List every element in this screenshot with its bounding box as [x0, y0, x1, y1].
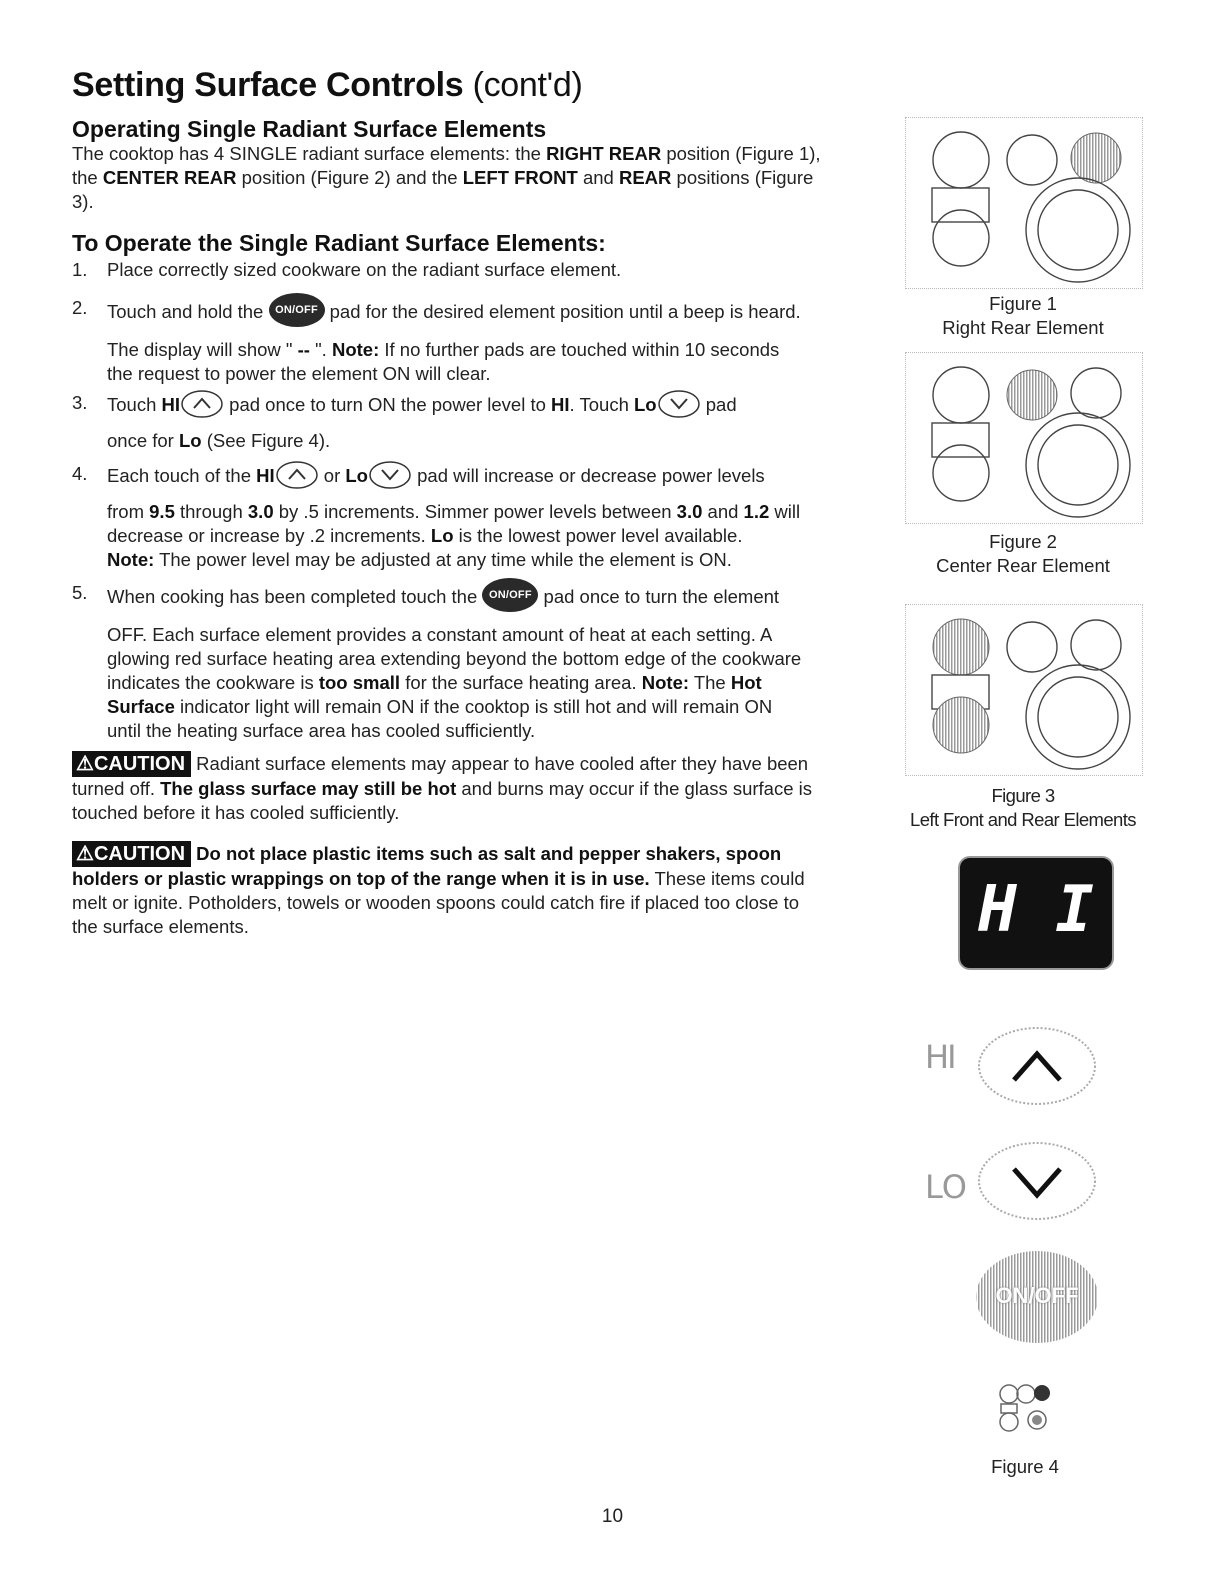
display-readout: H I	[978, 873, 1094, 947]
display-panel	[958, 856, 1114, 970]
caution-2-block: ⚠CAUTION Do not place plastic items such as salt and pepper shakers, spoon holders or plastic wrappings on top of the range when it is in use. These items could melt or ignite. Potholders, towels or wooden spoons could catch fire if placed too close to the surface elements.	[72, 843, 805, 937]
lo-down-pad-icon	[657, 389, 701, 419]
hi-up-pad-icon	[275, 460, 319, 490]
caution-badge: ⚠CAUTION	[72, 841, 191, 867]
cooktop-diagram	[906, 353, 1142, 523]
page-number: 10	[601, 1506, 624, 1527]
step-number-1: 1.	[72, 259, 88, 280]
onoff-button[interactable]	[975, 1250, 1099, 1344]
figure-2-caption: Figure 2 Center Rear Element	[936, 531, 1110, 576]
warning-triangle-icon: ⚠	[76, 843, 94, 865]
figure-2-cooktop-diagram	[905, 352, 1143, 524]
step-3-text: Touch HI pad once to turn ON the power level to HI. Touch Lo pad once for Lo (See Figure 4).	[107, 391, 887, 453]
warning-triangle-icon: ⚠	[76, 753, 94, 775]
figure-4-caption: Figure 4	[991, 1456, 1059, 1477]
figure-3-cooktop-diagram	[905, 604, 1143, 776]
onoff-pad-icon: ON/OFF	[269, 293, 325, 327]
cooktop-diagram	[906, 118, 1142, 288]
figure-1-cooktop-diagram	[905, 117, 1143, 289]
step-number-4: 4.	[72, 463, 88, 484]
step-number-3: 3.	[72, 392, 88, 413]
step-1-text: Place correctly sized cookware on the radiant surface element.	[107, 259, 622, 280]
hi-up-button-icon[interactable]	[972, 1020, 1102, 1112]
step-4-text: Each touch of the HI or Lo pad will increase or decrease power levels from 9.5 through 3.0 by .5 increments. Simmer power levels between 3.0 and 1.2 will decrease or increase by .2 increments. Lo is the lowest power level available. Note: The power level may be adjusted at any time while the element is ON.	[107, 462, 887, 572]
figure-3-caption: Figure 3 Left Front and Rear Elements	[910, 785, 1136, 830]
step-number-5: 5.	[72, 582, 88, 603]
step-number-2: 2.	[72, 297, 88, 318]
lo-down-button-icon[interactable]	[972, 1135, 1102, 1227]
onoff-button-label: ON/OFF	[995, 1283, 1079, 1308]
page-title: Setting Surface Controls (cont'd)	[72, 66, 583, 104]
caution-badge: ⚠CAUTION	[72, 751, 191, 777]
figure-1-caption: Figure 1 Right Rear Element	[942, 293, 1104, 338]
section-heading-to-operate: To Operate the Single Radiant Surface Elements:	[72, 230, 606, 256]
section-heading-operating: Operating Single Radiant Surface Elements	[72, 116, 547, 142]
onoff-pad-icon: ON/OFF	[482, 578, 538, 612]
lo-down-pad-icon	[368, 460, 412, 490]
hot-surface-indicator-icon	[996, 1382, 1056, 1438]
hi-label: HI	[925, 1038, 955, 1076]
section1-paragraph: The cooktop has 4 SINGLE radiant surface elements: the RIGHT REAR position (Figure 1), the CENTER REAR position (Figure 2) and the LEFT FRONT and REAR positions (Figure 3).	[72, 143, 821, 212]
cooktop-diagram	[906, 605, 1142, 775]
hi-up-pad-icon	[180, 389, 224, 419]
caution-1-block: ⚠CAUTION Radiant surface elements may appear to have cooled after they have been turned off. The glass surface may still be hot and burns may occur if the glass surface is touched before it has cooled sufficiently.	[72, 753, 813, 823]
lo-label: LO	[925, 1168, 967, 1206]
step-2-text: Touch and hold the ON/OFF pad for the desired element position until a beep is heard. The display will show " -- ". Note: If no further pads are touched within 10 seconds the request to power the element ON will clear.	[107, 296, 887, 386]
step-5-text: When cooking has been completed touch the ON/OFF pad once to turn the element OFF. Each surface element provides a constant amount of heat at each setting. A glowing red surface heating area extending beyond the bottom edge of the cookware indicates the cookware is too small for the surface heating area. Note: The Hot Surface indicator light will remain ON if the cooktop is still hot and will remain ON until the heating surface area has cooled sufficiently.	[107, 581, 887, 743]
